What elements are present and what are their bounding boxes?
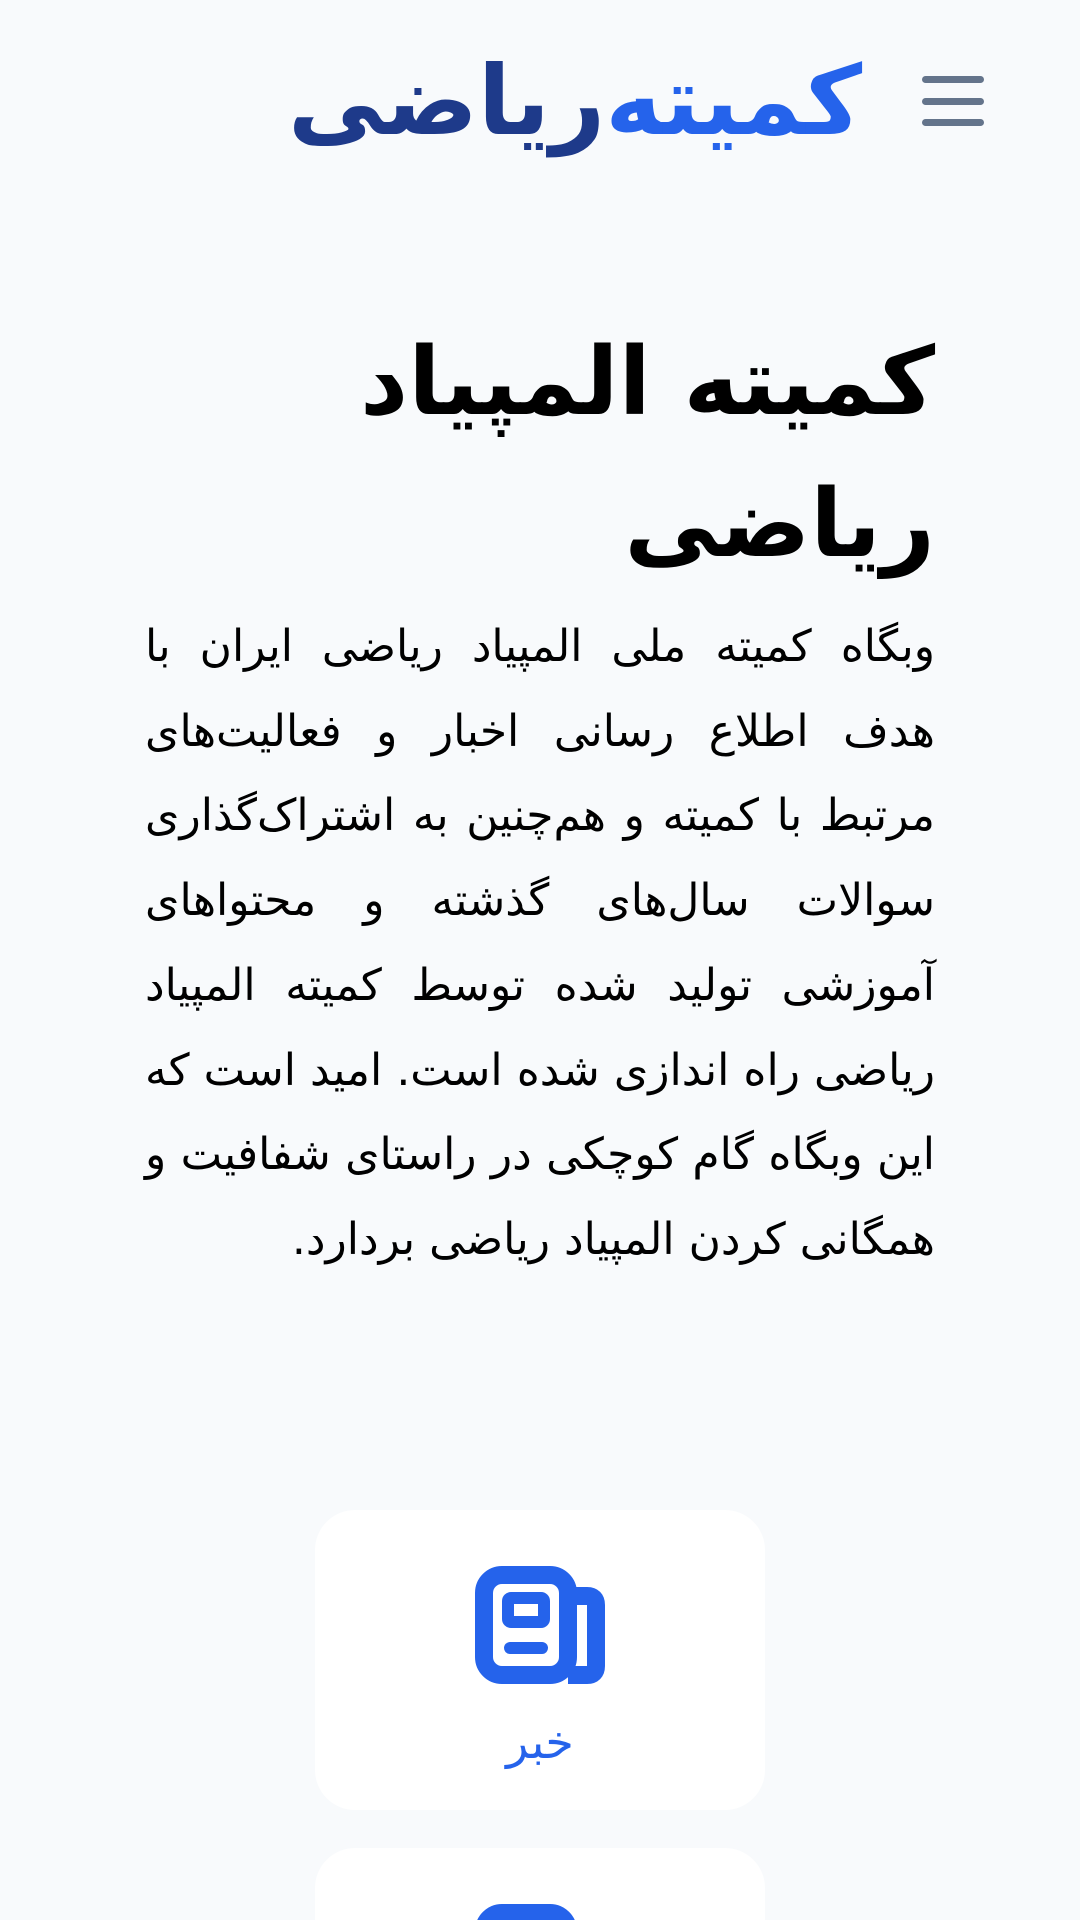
- logo-text-secondary: ریاضی: [287, 45, 606, 157]
- menu-bar: [922, 119, 984, 126]
- menu-bar: [922, 76, 984, 83]
- menu-bar: [922, 98, 984, 105]
- news-card-label: خبر: [506, 1715, 574, 1769]
- second-card[interactable]: [315, 1848, 765, 1920]
- news-card[interactable]: [315, 1510, 765, 1810]
- newspaper-icon: [475, 1904, 605, 1920]
- newspaper-icon: [475, 1566, 605, 1684]
- site-logo[interactable]: [287, 36, 863, 166]
- site-header: [0, 0, 1080, 200]
- hamburger-menu-icon[interactable]: [922, 72, 984, 130]
- page-title: کمیته المپیاد ریاضی: [360, 328, 935, 579]
- intro-paragraph: وبگاه کمیته ملی المپیاد ریاضی ایران با هدف اطلاع رسانی اخبار و فعالیت‌های مرتبط با کمیته و هم‌چنین به اشتراک‌گذاری سوالات سال‌های گذشته و محتواهای آموزشی تولید شده توسط کمیته المپیاد ریاضی راه اندازی شده است. امید است که این وبگاه گام کوچکی در راستای شفافیت و همگانی کردن المپیاد ریاضی بردارد.: [145, 621, 935, 1265]
- logo-text-primary: کمیته: [605, 45, 863, 157]
